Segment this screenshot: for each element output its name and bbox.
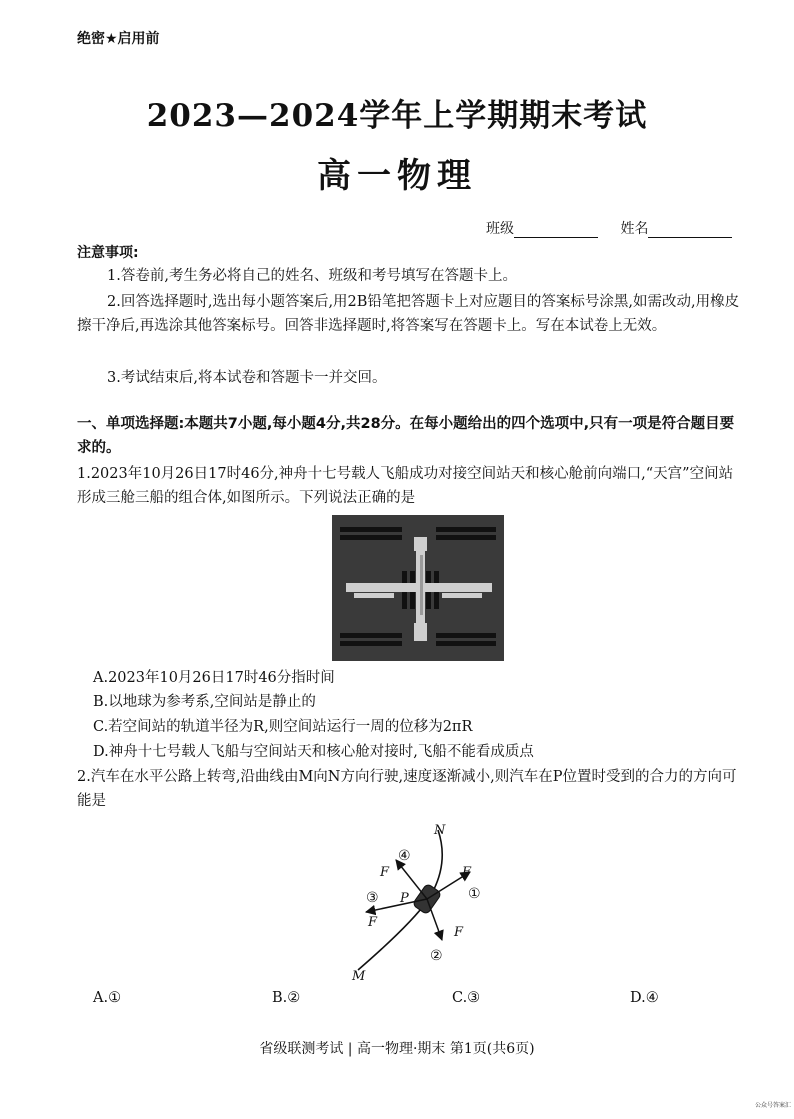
notice-item-1: 1.答卷前,考生务必将自己的姓名、班级和考号填写在答题卡上。 <box>107 268 517 284</box>
arrow-1-number: ① <box>468 886 481 902</box>
notice-item-2: 2.回答选择题时,选出每小题答案后,用2B铅笔把答题卡上对应题目的答案标号涂黑,如需改动,用橡皮擦干净后,再选涂其他答案标号。回答非选择题时,将答案写在答题卡上。写在本试卷上无效。 <box>77 294 740 334</box>
force-label-4: F <box>380 865 390 880</box>
arrow-2 <box>427 899 442 940</box>
question-1-option-d: D.神舟十七号载人飞船与空间站天和核心舱对接时,飞船不能看成质点 <box>93 744 534 760</box>
page-footer: 省级联测考试 | 高一物理·期末 第1页(共6页) <box>259 1041 535 1057</box>
notice-heading: 注意事项: <box>77 245 139 261</box>
label-m: M <box>352 969 366 984</box>
question-2-option-d: D.④ <box>630 990 659 1006</box>
question-1-stem: 1.2023年10月26日17时46分,神舟十七号载人飞船成功对接空间站天和核心舱前向端口,“天宫”空间站形成三舱三船的组合体,如图所示。下列说法正确的是 <box>77 466 734 506</box>
arrow-3-number: ③ <box>366 890 379 906</box>
question-2-option-b: B.② <box>272 990 301 1006</box>
arrow-4-number: ④ <box>398 848 411 864</box>
exam-title: 2023—2024学年上学期期末考试 <box>146 98 648 134</box>
question-1-option-b: B.以地球为参考系,空间站是静止的 <box>93 694 316 710</box>
secret-mark: 绝密★启用前 <box>77 31 160 47</box>
force-diagram <box>330 820 500 986</box>
arrow-2-number: ② <box>430 948 443 964</box>
label-n: N <box>434 823 446 838</box>
name-label: 姓名 <box>620 221 649 237</box>
label-p: P <box>400 891 409 906</box>
subject-title: 高一物理 <box>317 156 477 196</box>
name-blank[interactable] <box>648 223 732 238</box>
question-1-option-c: C.若空间站的轨道半径为R,则空间站运行一周的位移为2πR <box>93 719 473 735</box>
class-blank[interactable] <box>514 223 598 238</box>
section-1-heading: 一、单项选择题:本题共7小题,每小题4分,共28分。在每小题给出的四个选项中,只有一项是符合题目要求的。 <box>77 416 735 456</box>
space-station-drawing <box>332 515 504 661</box>
question-2-stem: 2.汽车在水平公路上转弯,沿曲线由M向N方向行驶,速度逐渐减小,则汽车在P位置时受到的合力的方向可能是 <box>77 769 737 809</box>
question-2-option-a: A.① <box>93 990 122 1006</box>
watermark: 公众号答案汇 <box>755 1102 792 1109</box>
force-label-2: F <box>454 925 464 940</box>
question-2-option-c: C.③ <box>452 990 481 1006</box>
class-label: 班级 <box>486 221 514 237</box>
student-fields <box>486 218 750 238</box>
space-station-photo <box>332 515 504 661</box>
notice-item-3: 3.考试结束后,将本试卷和答题卡一并交回。 <box>107 370 387 386</box>
question-1-option-a: A.2023年10月26日17时46分指时间 <box>93 670 335 686</box>
force-label-1: F <box>462 865 472 880</box>
force-label-3: F <box>368 915 378 930</box>
